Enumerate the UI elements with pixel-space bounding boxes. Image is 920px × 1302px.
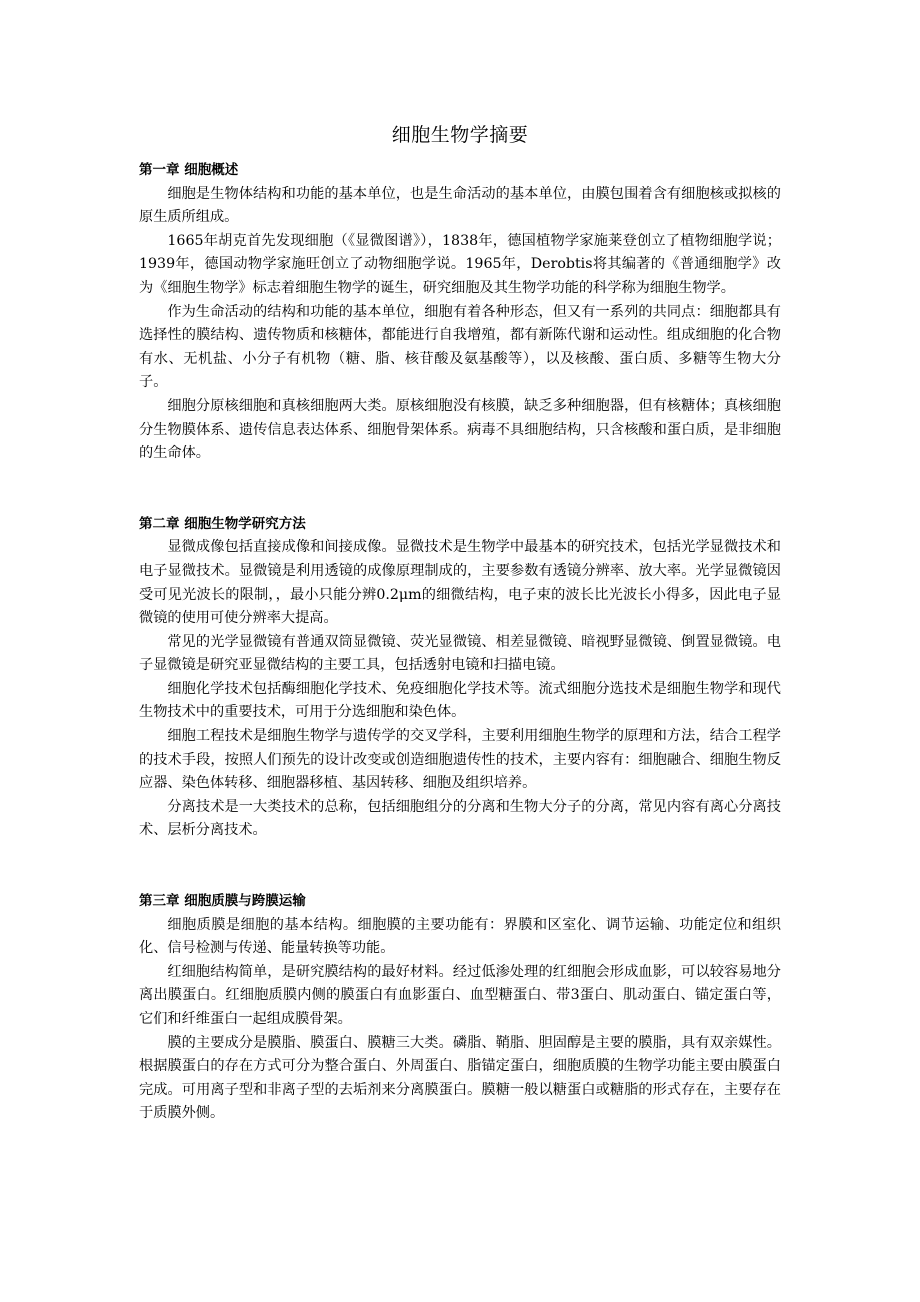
- paragraph: 显微成像包括直接成像和间接成像。显微技术是生物学中最基本的研究技术，包括光学显微技术和电子显微技术。显微镜是利用透镜的成像原理制成的，主要参数有透镜分辨率、放大率。光学显微镜因受可见光波长的限制，，最小只能分辨0.2μm的细微结构，电子束的波长比光波长小得多，因此电子显微镜的使用可使分辨率大提高。: [139, 539, 781, 627]
- paragraph: 细胞化学技术包括酶细胞化学技术、免疫细胞化学技术等。流式细胞分选技术是细胞生物学和现代生物技术中的重要技术，可用于分选细胞和染色体。: [139, 680, 781, 721]
- paragraph: 常见的光学显微镜有普通双筒显微镜、荧光显微镜、相差显微镜、暗视野显微镜、倒置显微镜。电子显微镜是研究亚显微结构的主要工具，包括透射电镜和扫描电镜。: [139, 633, 781, 674]
- chapter-3: [139, 890, 781, 1126]
- paragraph: 细胞是生物体结构和功能的基本单位，也是生命活动的基本单位，由膜包围着含有细胞核或拟核的原生质所组成。: [139, 185, 781, 226]
- paragraph: 分离技术是一大类技术的总称，包括细胞组分的分离和生物大分子的分离，常见内容有离心分离技术、层析分离技术。: [139, 798, 781, 839]
- document-page: [139, 118, 781, 1126]
- chapter-1: [139, 159, 781, 466]
- chapter-heading: 第一章 细胞概述: [139, 162, 239, 178]
- paragraph: 红细胞结构简单，是研究膜结构的最好材料。经过低渗处理的红细胞会形成血影，可以较容易地分离出膜蛋白。红细胞质膜内侧的膜蛋白有血影蛋白、血型糖蛋白、带3蛋白、肌动蛋白、锚定蛋白等，它们和纤维蛋白一起组成膜骨架。: [139, 963, 781, 1027]
- document-title: 细胞生物学摘要: [391, 124, 529, 146]
- paragraph: 细胞分原核细胞和真核细胞两大类。原核细胞没有核膜，缺乏多种细胞器，但有核糖体；真核细胞分生物膜体系、遗传信息表达体系、细胞骨架体系。病毒不具细胞结构，只含核酸和蛋白质，是非细胞的生命体。: [139, 397, 781, 462]
- paragraph: 作为生命活动的结构和功能的基本单位，细胞有着各种形态，但又有一系列的共同点：细胞都具有选择性的膜结构、遗传物质和核糖体，都能进行自我增殖，都有新陈代谢和运动性。组成细胞的化合物有水、无机盐、小分子有机物（糖、脂、核苷酸及氨基酸等），以及核酸、蛋白质、多糖等生物大分子。: [139, 303, 781, 391]
- chapter-2: [139, 513, 781, 843]
- paragraph: 细胞工程技术是细胞生物学与遗传学的交叉学科，主要利用细胞生物学的原理和方法，结合工程学的技术手段，按照人们预先的设计改变或创造细胞遗传性的技术，主要内容有：细胞融合、细胞生物反应器、染色体转移、细胞器移植、基因转移、细胞及组织培养。: [139, 728, 781, 792]
- chapter-heading: 第三章 细胞质膜与跨膜运输: [139, 893, 306, 910]
- paragraph: 膜的主要成分是膜脂、膜蛋白、膜糖三大类。磷脂、鞘脂、胆固醇是主要的膜脂，具有双亲媒性。根据膜蛋白的存在方式可分为整合蛋白、外周蛋白、脂锚定蛋白，细胞质膜的生物学功能主要由膜蛋白完成。可用离子型和非离子型的去垢剂来分离膜蛋白。膜糖一般以糖蛋白或糖脂的形式存在，主要存在于质膜外侧。: [139, 1034, 781, 1122]
- paragraph: 细胞质膜是细胞的基本结构。细胞膜的主要功能有：界膜和区室化、调节运输、功能定位和组织化、信号检测与传递、能量转换等功能。: [139, 916, 781, 957]
- chapter-heading: 第二章 细胞生物学研究方法: [139, 515, 306, 532]
- paragraph: 1665年胡克首先发现细胞（《显微图谱》），1838年，德国植物学家施莱登创立了植物细胞学说；1939年，德国动物学家施旺创立了动物细胞学说。1965年，Derobtis将其编著的《普通细胞学》改为《细胞生物学》标志着细胞生物学的诞生，研究细胞及其生物学功能的科学称为细胞生物学。: [139, 232, 781, 296]
